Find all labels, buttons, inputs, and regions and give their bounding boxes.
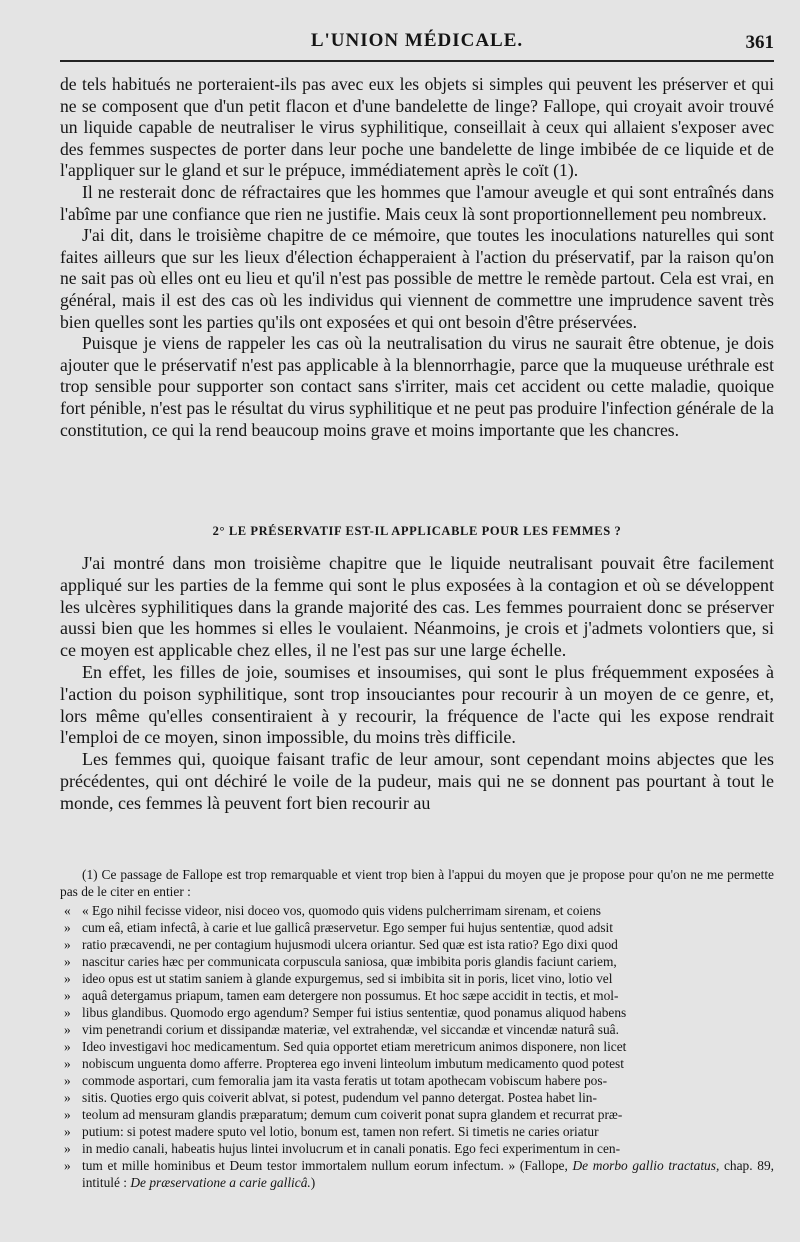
quote-line-text: in medio canali, habeatis hujus lintei involucrum et in canali ponatis. Ego feci experimentum in cen- — [82, 1141, 621, 1156]
quote-line-text: sitis. Quoties ergo quis coiverit ablvat, si potest, pudendum vel panno detergat. Postea habet lin- — [82, 1090, 597, 1105]
page-number: 361 — [745, 32, 774, 53]
quote-mark: » — [64, 1073, 71, 1088]
quote-line-text: ideo opus est ut statim saniem à glande expurgemus, sed si imbibita sit in poris, licet vino, lotio vel — [82, 971, 613, 986]
quote-line — [60, 1089, 774, 1106]
footnote-quote — [60, 902, 774, 1191]
footnote — [60, 866, 774, 1191]
main-text-part2 — [60, 553, 774, 815]
quote-mark: » — [64, 1090, 71, 1105]
quote-line — [60, 1021, 774, 1038]
quote-line — [60, 1106, 774, 1123]
quote-mark: » — [64, 937, 71, 952]
quote-mark: » — [64, 1005, 71, 1020]
quote-mark: » — [64, 1022, 71, 1037]
paragraph: de tels habitués ne porteraient-ils pas avec eux les objets si simples qui peuvent les préserver et qui ne se composent que d'un petit flacon et d'une bandelette de linge? Fallope, qui croyait avoir trouvé un liquide capable de neutraliser le virus syphilitique, conseillait à ceux qui allaient s'exposer avec des femmes suspectes de porter dans leur poche une bandelette de linge imbibée de ce liquide et de l'appliquer sur le gland et sur le prépuce, immédiatement après le coït (1). — [60, 74, 774, 181]
quote-line — [60, 1140, 774, 1157]
quote-line-text: tum et mille hominibus et Deum testor immortalem nullum eorum infectum. » (Fallope, — [82, 1158, 568, 1173]
quote-mark: » — [64, 1158, 71, 1173]
citation-end: ) — [310, 1175, 316, 1190]
paragraph: Il ne resterait donc de réfractaires que les hommes que l'amour aveugle et qui sont entraînés dans l'abîme par une confiance que rien ne justifie. Mais ceux là sont proportionnellement peu nombreux. — [60, 181, 774, 224]
section-heading: 2° LE PRÉSERVATIF EST-IL APPLICABLE POUR LES FEMMES ? — [212, 524, 622, 538]
quote-line-text: « Ego nihil fecisse videor, nisi doceo vos, quomodo quis videns pulcherrimam sirenam, et coiens — [82, 903, 601, 918]
paragraph: En effet, les filles de joie, soumises et insoumises, qui sont le plus fréquemment exposées à l'action du poison syphilitique, sont trop insouciantes pour recourir à un moyen de ce genre, et, lors même qu'elles consentiraient à y recourir, la fréquence de l'acte qui les expose rendrait l'emploi de ce moyen, sinon impossible, du moins très difficile. — [60, 661, 774, 748]
quote-line — [60, 987, 774, 1004]
quote-line — [60, 970, 774, 987]
paragraph: J'ai montré dans mon troisième chapitre que le liquide neutralisant pouvait être facilement appliqué sur les parties de la femme qui sont le plus exposées à la contagion et où se développent les ulcères syphilitiques dans la grande majorité des cas. Les femmes pourraient donc se préserver aussi bien que les hommes si elles le voulaient. Néanmoins, je crois et j'admets volontiers que, si ce moyen est applicable chez elles, il ne l'est pas sur une large échelle. — [60, 553, 774, 661]
citation-title: De præservatione a carie gallicâ. — [130, 1175, 311, 1190]
quote-line — [60, 953, 774, 970]
quote-mark: » — [64, 971, 71, 986]
quote-mark: » — [64, 954, 71, 969]
quote-line-text: commode asportari, cum femoralia jam ita vasta feratis ut totam apothecam vobiscum habere pos- — [82, 1073, 608, 1088]
page-header — [60, 30, 774, 60]
quote-mark: » — [64, 1039, 71, 1054]
quote-line-text: teolum ad mensuram glandis præparatum; demum cum coiverit ponat supra glandem et recurrat præ- — [82, 1107, 623, 1122]
running-title: L'UNION MÉDICALE. — [310, 30, 524, 51]
quote-line-text: nascitur caries hæc per communicata corpuscula saniosa, quæ imbibita poris glandis faciunt cariem, — [82, 954, 617, 969]
quote-mark: » — [64, 1141, 71, 1156]
quote-line-text: libus glandibus. Quomodo ergo agendum? Semper fui istius sententiæ, quod ponamus aliquod habens — [82, 1005, 627, 1020]
paragraph: Puisque je viens de rappeler les cas où la neutralisation du virus ne saurait être obtenue, je dois ajouter que le préservatif n'est pas applicable à la blennorrhagie, parce que la muqueuse uréthrale est trop sensible pour supporter son contact sans s'irriter, mais cet accident ou cette maladie, quoique fort pénible, n'est pas le résultat du virus syphilitique et ne peut pas produire l'infection générale de la constitution, ce qui la rend beaucoup moins grave et moins importante que les chancres. — [60, 333, 774, 440]
quote-line-text: nobiscum unguenta domo afferre. Propterea ego inveni linteolum imbutum medicamento quod potest — [82, 1056, 624, 1071]
quote-line — [60, 1123, 774, 1140]
citation-middle: chap. 89, intitulé : — [82, 1158, 774, 1190]
quote-line — [60, 936, 774, 953]
quote-mark: » — [64, 1056, 71, 1071]
footnote-intro: (1) Ce passage de Fallope est trop remarquable et vient trop bien à l'appui du moyen que je propose pour qu'on ne me permette pas de le citer en entier : — [60, 867, 774, 899]
quote-line-text: vim penetrandi corium et dissipandæ materiæ, vel extrahendæ, vel siccandæ et vincendæ naturâ suâ. — [82, 1022, 619, 1037]
paragraph: J'ai dit, dans le troisième chapitre de ce mémoire, que toutes les inoculations naturelles qui sont faites ailleurs que sur les lieux d'élection échapperaient à l'action du préservatif, par la raison qu'on ne sait pas où elles ont eu lieu et qu'il n'est pas possible de mettre le remède partout. Cela est vrai, en général, mais il est des cas où les individus qui viennent de commettre une imprudence savent très bien quelles sont les parties qu'ils ont exposées et qui ont besoin d'être préservées. — [60, 225, 774, 332]
quote-line — [60, 1004, 774, 1021]
quote-mark: » — [64, 1107, 71, 1122]
quote-line — [60, 1055, 774, 1072]
quote-line-text: putium: si potest madere sputo vel lotio, bonum est, tamen non refert. Si timetis ne caries oriatur — [82, 1124, 599, 1139]
quote-line-text: cum eâ, etiam infectâ, à carie et lue gallicâ præservetur. Ego semper fui hujus sententiæ, quod adsit — [82, 920, 613, 935]
quote-line-text: Ideo investigavi hoc medicamentum. Sed quia opportet etiam meretricum animos disponere, non licet — [82, 1039, 627, 1054]
quote-line — [60, 1157, 774, 1191]
quote-line — [60, 902, 774, 919]
quote-line-text: aquâ detergamus priapum, tamen eam detergere non possumus. Et hoc sæpe accidit in tectis, et mol- — [82, 988, 619, 1003]
main-text-part1 — [60, 74, 774, 441]
paragraph: Les femmes qui, quoique faisant trafic de leur amour, sont cependant moins abjectes que les précédentes, qui ont déchiré le voile de la pudeur, mais qui ne se donnent pas pourtant à tout le monde, ces femmes là peuvent fort bien recourir au — [60, 749, 774, 813]
quote-mark: « — [64, 903, 71, 918]
quote-line — [60, 919, 774, 936]
quote-line — [60, 1038, 774, 1055]
quote-mark: » — [64, 920, 71, 935]
quote-line-text: ratio præcavendi, ne per contagium hujusmodi ulcera oriantur. Sed quæ est ista ratio? Ego dixi quod — [82, 937, 618, 952]
citation-title: De morbo gallio tractatus, — [572, 1158, 720, 1173]
header-rule — [60, 60, 774, 62]
quote-mark: » — [64, 988, 71, 1003]
quote-line — [60, 1072, 774, 1089]
quote-mark: » — [64, 1124, 71, 1139]
